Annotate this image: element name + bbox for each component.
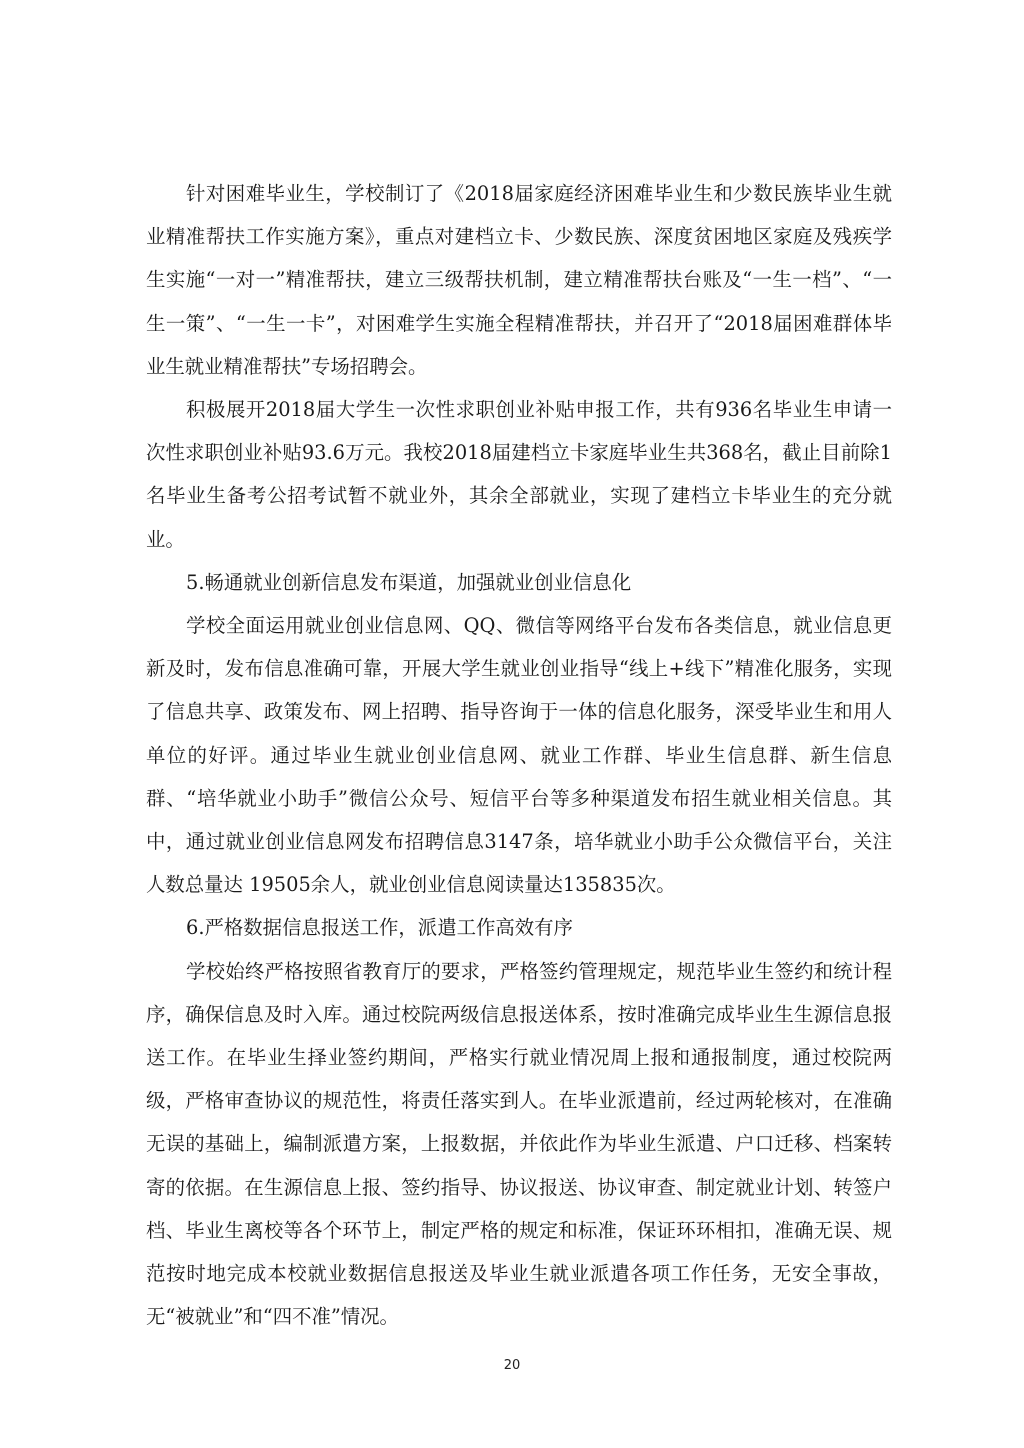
section-heading-5: 5.畅通就业创新信息发布渠道，加强就业创业信息化 xyxy=(186,570,632,594)
section-heading-6: 6.严格数据信息报送工作，派遣工作高效有序 xyxy=(186,916,573,940)
paragraph-information-channels: 学校全面运用就业创业信息网、QQ、微信等网络平台发布各类信息，就业信息更新及时，发布信息准确可靠，开展大学生就业创业指导“线上+线下”精准化服务，实现了信息共享、政策发布、网上招聘、指导咨询于一体的信息化服务，深受毕业生和用人单位的好评。通过毕业生就业创业信息网、就业工作群、毕业生信息群、新生信息群、“培华就业小助手”微信公众号、短信平台等多种渠道发布招生就业相关信息。其中，通过就业创业信息网发布招聘信息3147条，培华就业小助手公众微信平台，关注人数总量达 19505余人，就业创业信息阅读量达135835次。 xyxy=(146,614,892,897)
document-body xyxy=(146,172,892,1338)
paragraph-data-reporting: 学校始终严格按照省教育厅的要求，严格签约管理规定，规范毕业生签约和统计程序，确保信息及时入库。通过校院两级信息报送体系，按时准确完成毕业生生源信息报送工作。在毕业生择业签约期间，严格实行就业情况周上报和通报制度，通过校院两级，严格审查协议的规范性，将责任落实到人。在毕业派遣前，经过两轮核对，在准确无误的基础上，编制派遣方案，上报数据，并依此作为毕业生派遣、户口迁移、档案转寄的依据。在生源信息上报、签约指导、协议报送、协议审查、制定就业计划、转签户档、毕业生离校等各个环节上，制定严格的规定和标准，保证环环相扣，准确无误、规范按时地完成本校就业数据信息报送及毕业生就业派遣各项工作任务，无安全事故，无“被就业”和“四不准”情况。 xyxy=(146,959,892,1329)
paragraph-job-subsidy: 积极展开2018届大学生一次性求职创业补贴申报工作，共有936名毕业生申请一次性求职创业补贴93.6万元。我校2018届建档立卡家庭毕业生共368名，截止目前除1名毕业生备考公招考试暂不就业外，其余全部就业，实现了建档立卡毕业生的充分就业。 xyxy=(146,398,892,551)
page-number: 20 xyxy=(503,1358,521,1373)
paragraph-difficult-graduates: 针对困难毕业生，学校制订了《2018届家庭经济困难毕业生和少数民族毕业生就业精准帮扶工作实施方案》，重点对建档立卡、少数民族、深度贫困地区家庭及残疾学生实施“一对一”精准帮扶，建立三级帮扶机制，建立精准帮扶台账及“一生一档”、“一生一策”、“一生一卡”，对困难学生实施全程精准帮扶，并召开了“2018届困难群体毕业生就业精准帮扶”专场招聘会。 xyxy=(146,182,892,378)
